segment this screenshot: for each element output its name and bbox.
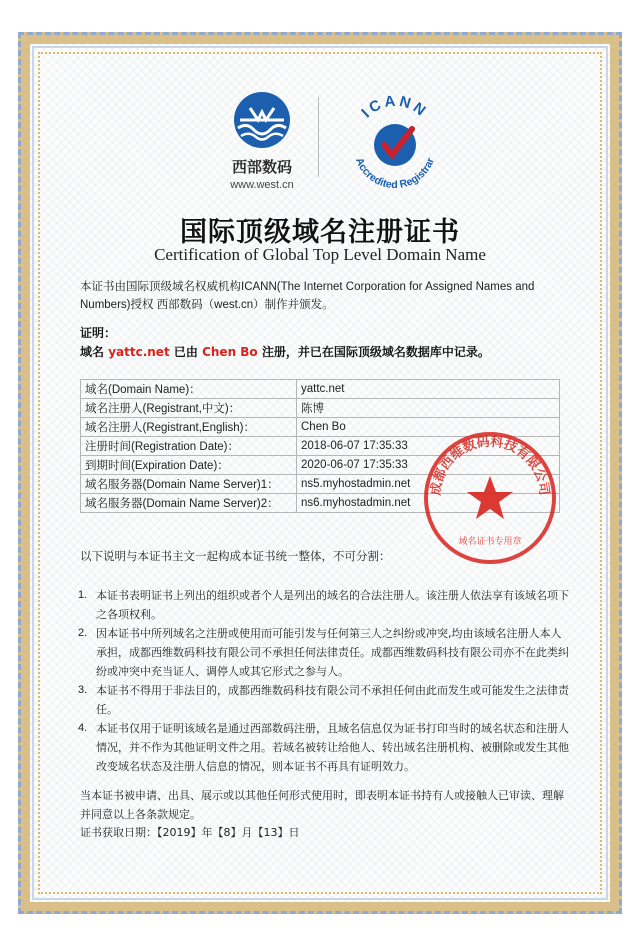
seal-star-icon <box>467 476 513 519</box>
west-brand-url: www.west.cn <box>230 179 294 191</box>
title-english: Certification of Global Top Level Domain Name <box>154 245 486 264</box>
icann-text: ICANN <box>358 92 432 122</box>
table-value: ns5.myhostadmin.net <box>297 475 560 494</box>
term-text: 本证书不得用于非法目的，成都西维数码科技有限公司不承担任何由此而发生或可能发生之法律责任。 <box>96 684 569 716</box>
table-row <box>81 380 560 399</box>
company-seal-stamp <box>420 428 560 568</box>
list-item <box>80 624 570 681</box>
list-item <box>80 586 570 624</box>
certified-registrant: Chen Bo <box>202 345 258 359</box>
term-number: 2. <box>78 627 88 639</box>
west-logo-icon <box>232 90 292 150</box>
west-logo <box>222 90 302 191</box>
certify-statement <box>80 343 490 360</box>
term-number: 4. <box>78 722 88 734</box>
certify-by: 已由 <box>173 345 198 359</box>
certified-domain: yattc.net <box>108 345 170 359</box>
logo-area <box>0 85 640 195</box>
table-value: 陈博 <box>297 399 560 418</box>
term-text: 本证书表明证书上列出的组织或者个人是列出的域名的合法注册人。该注册人依法享有该域名项下之各项权利。 <box>96 589 569 621</box>
svg-text:ICANN <box>358 93 431 122</box>
table-value: yattc.net <box>297 380 560 399</box>
list-item <box>80 681 570 719</box>
seal-bottom-text: 域名证书专用章 <box>458 537 522 547</box>
term-text: 本证书仅用于证明该域名是通过西部数码注册，且域名信息仅为证书打印当时的域名状态和注册人情况，并不作为其他证明文件之用。若域名被转让给他人、转出域名注册机构、被删除或发生其他改变域名状态及注册人信息的情况，则本证书不再具有证明效力。 <box>96 722 569 773</box>
icann-ring-text: Accredited Registrar <box>352 155 437 192</box>
table-value: Chen Bo <box>297 418 560 437</box>
table-value: ns6.myhostadmin.net <box>297 494 560 513</box>
table-value: 2020-06-07 17:35:33 <box>297 456 560 475</box>
west-brand-name: 西部数码 <box>231 158 292 176</box>
terms-list <box>80 586 570 776</box>
table-key: 到期时间(Expiration Date)： <box>81 456 297 475</box>
icann-accredited-registrar-icon <box>340 85 450 195</box>
certificate-date: 证书获取日期：【2019】年【8】月【13】日 <box>80 826 300 839</box>
table-key: 域名注册人(Registrant,中文)： <box>81 399 297 418</box>
table-value: 2018-06-07 17:35:33 <box>297 437 560 456</box>
certify-heading: 证明： <box>80 326 117 340</box>
table-key: 域名注册人(Registrant,English)： <box>81 418 297 437</box>
table-key: 域名服务器(Domain Name Server)1： <box>81 475 297 494</box>
certify-prefix: 域名 <box>80 345 105 359</box>
term-text: 因本证书中所列域名之注册或使用而可能引发与任何第三人之纠纷或冲突,均由该域名注册人本人承担，成都西维数码科技有限公司不承担任何法律责任。成都西维数码科技有限公司亦不在此类纠纷或冲突中充当证人、调停人或其它形式之参与人。 <box>96 627 569 678</box>
seal-ring-text: 成都西维数码科技有限公司 <box>428 434 552 497</box>
term-number: 1. <box>78 589 88 601</box>
explain-text: 以下说明与本证书主文一起构成本证书统一整体，不可分割： <box>80 549 391 563</box>
table-row <box>81 399 560 418</box>
footer-statement: 当本证书被申请、出具、展示或以其他任何形式使用时，即表明本证书持有人或接触人已审读、理解并同意以上各条款规定。 <box>80 789 564 821</box>
logo-divider <box>318 97 319 177</box>
certify-suffix: 注册，并已在国际顶级域名数据库中记录。 <box>261 345 490 359</box>
title-chinese: 国际顶级域名注册证书 <box>180 217 460 248</box>
table-key: 注册时间(Registration Date)： <box>81 437 297 456</box>
table-key: 域名服务器(Domain Name Server)2： <box>81 494 297 513</box>
list-item <box>80 719 570 776</box>
table-key: 域名(Domain Name)： <box>81 380 297 399</box>
term-number: 3. <box>78 684 88 696</box>
intro-paragraph: 本证书由国际顶级域名权威机构ICANN(The Internet Corporation for Assigned Names and Numbers)授权 西部数码（west.cn）制作并颁发。 <box>80 281 535 311</box>
